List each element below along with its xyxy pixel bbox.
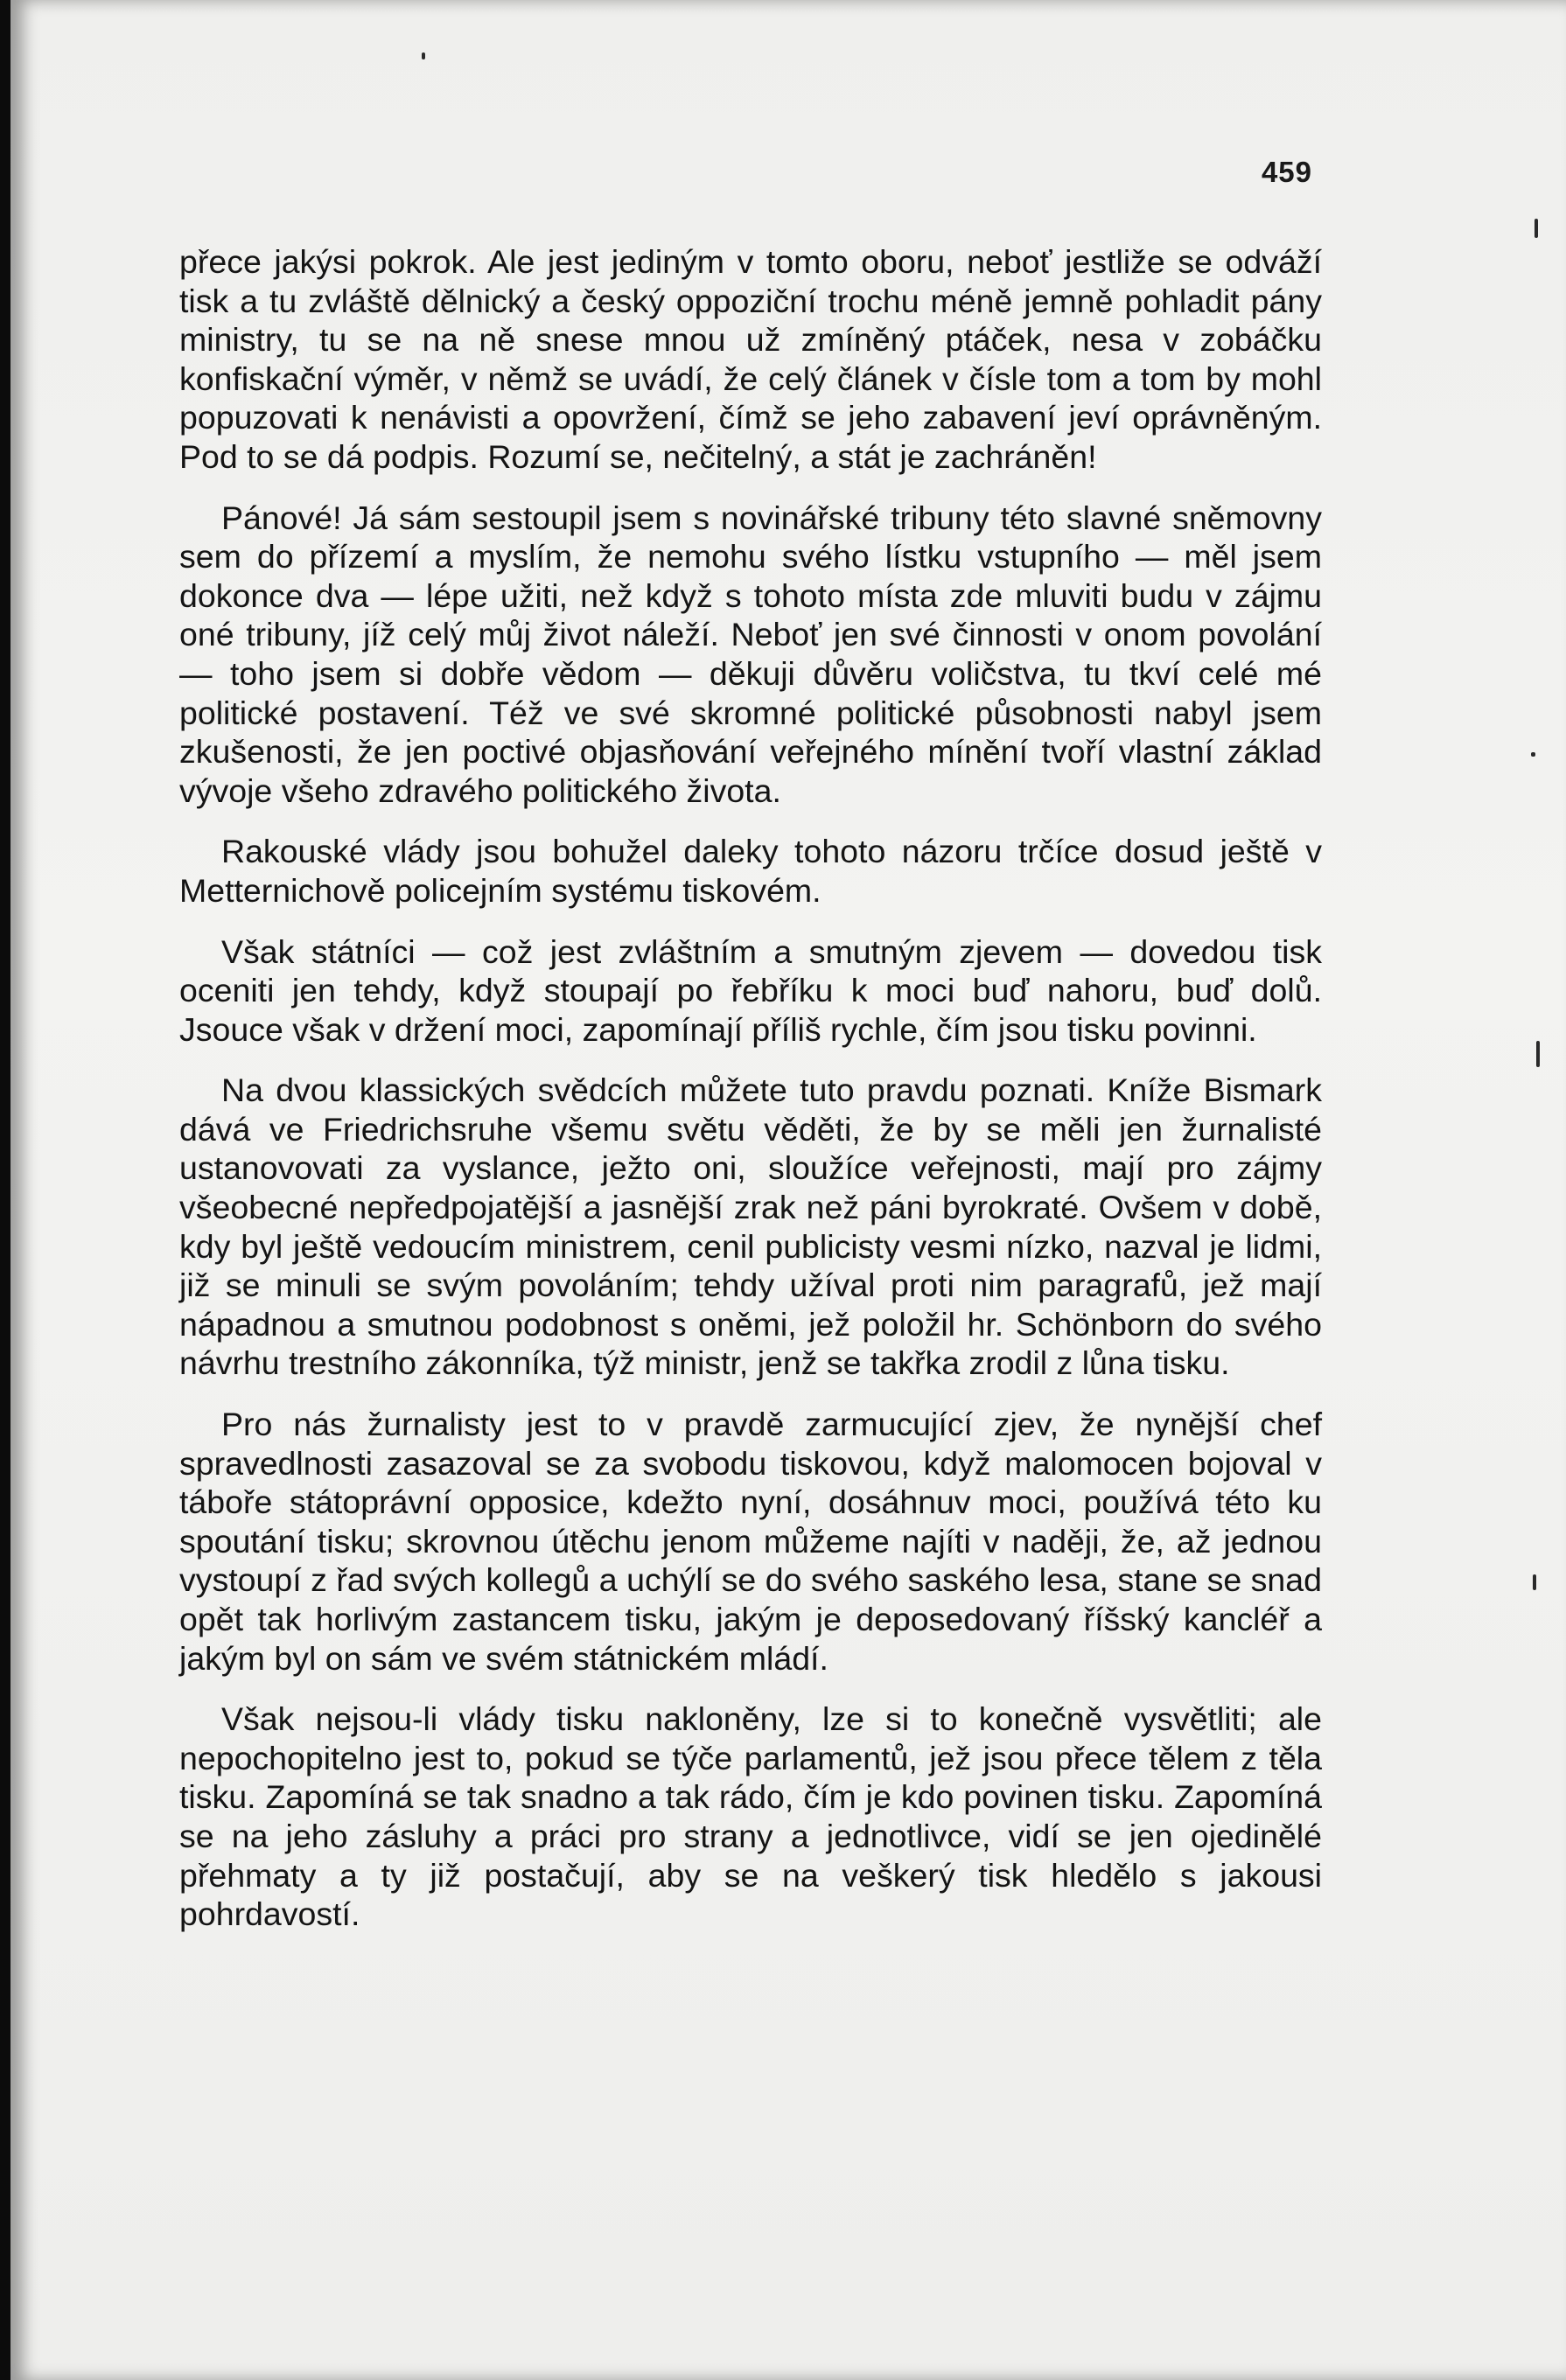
scan-speck bbox=[1536, 1041, 1540, 1067]
paragraph-6: Pro nás žurnalisty jest to v pravdě zarmucující zjev, že nynější chef spravedlnosti zasazoval se za svobodu tiskovou, když malomocen bojoval v táboře státoprávní opposice, kdežto nyní, dosáhnuv moci, používá této ku spoutání tisku; skrovnou útěchu jenom můžeme najíti v naději, že, až jednou vystoupí z řad svých kollegů a uchýlí se do svého saského lesa, stane se snad opět tak horlivým zastancem tisku, jakým je deposedovaný říšský kancléř a jakým byl on sám ve svém státnickém mládí. bbox=[179, 1406, 1322, 1677]
page-number: 459 bbox=[1261, 156, 1312, 188]
scan-speck bbox=[1533, 1574, 1536, 1590]
paragraph-2: Pánové! Já sám sestoupil jsem s novinářské tribuny této slavné sněmovny sem do přízemí a myslím, že nemohu svého lístku vstupního — měl jsem dokonce dva — lépe užiti, než když s tohoto místa zde mluviti budu v zájmu oné tribuny, jíž celý můj život náleží. Neboť jen své činnosti v onom povolání — toho jsem si dobře vědom — děkuji důvěru voličstva, tu tkví celé mé politické postavení. Též ve své skromné politické působnosti nabyl jsem zkušenosti, že jen poctivé objasňování veřejného mínění tvoří vlastní základ vývoje všeho zdravého politického života. bbox=[179, 499, 1322, 809]
paragraph-7: Však nejsou-li vlády tisku nakloněny, lze si to konečně vysvětliti; ale nepochopitelno jest to, pokud se týče parlamentů, jež jsou přece tělem z těla tisku. Zapomíná se tak snadno a tak rádo, čím je kdo povinen tisku. Zapomíná se na jeho zásluhy a práci pro strany a jednotlivce, vidí se jen ojedinělé přehmaty a ty již postačují, aby se na veškerý tisk hledělo s jakousi pohrdavostí. bbox=[179, 1700, 1322, 1933]
paragraph-1: přece jakýsi pokrok. Ale jest jediným v tomto oboru, neboť jestliže se odváží tisk a tu zvláště dělnický a český oppoziční trochu méně jemně pohladit pány ministry, tu se na ně snese mnou už zmíněný ptáček, nesa v zobáčku konfiskační výměr, v němž se uvádí, že celý článek v čísle tom a tom by mohl popuzovati k nenávisti a opovržení, čímž se jeho zabavení jeví oprávněným. Pod to se dá podpis. Rozumí se, nečitelný, a stát je zachráněn! bbox=[179, 243, 1322, 475]
scanned-page bbox=[10, 0, 1566, 2380]
scan-speck bbox=[422, 52, 425, 59]
paragraph-5: Na dvou klassických svědcích můžete tuto pravdu poznati. Kníže Bismark dává ve Friedrichsruhe všemu světu věděti, že by se měli jen žurnalisté ustanovovati za vyslance, ježto oni, sloužíce veřejnosti, mají pro zájmy všeobecné nepředpojatější a jasnější zrak než páni byrokraté. Ovšem v době, kdy byl ještě vedoucím ministrem, cenil publicisty vesmi nízko, nazval je lidmi, již se minuli se svým povoláním; tehdy užíval proti nim paragrafů, jež mají nápadnou a smutnou podobnost s oněmi, jež položil hr. Schönborn do svého návrhu trestního zákonníka, týž ministr, jenž se takřka zrodil z lůna tisku. bbox=[179, 1071, 1322, 1382]
body-text bbox=[179, 242, 1322, 1956]
scan-speck bbox=[1535, 219, 1538, 238]
paragraph-4: Však státníci — což jest zvláštním a smutným zjevem — dovedou tisk oceniti jen tehdy, když stoupají po řebříku k moci buď nahoru, buď dolů. Jsouce však v držení moci, zapomínají příliš rychle, čím jsou tisku povinni. bbox=[179, 932, 1322, 1048]
scan-speck bbox=[1531, 752, 1535, 757]
paragraph-3: Rakouské vlády jsou bohužel daleky tohoto názoru trčíce dosud ještě v Metternichově policejním systému tiskovém. bbox=[179, 833, 1322, 909]
